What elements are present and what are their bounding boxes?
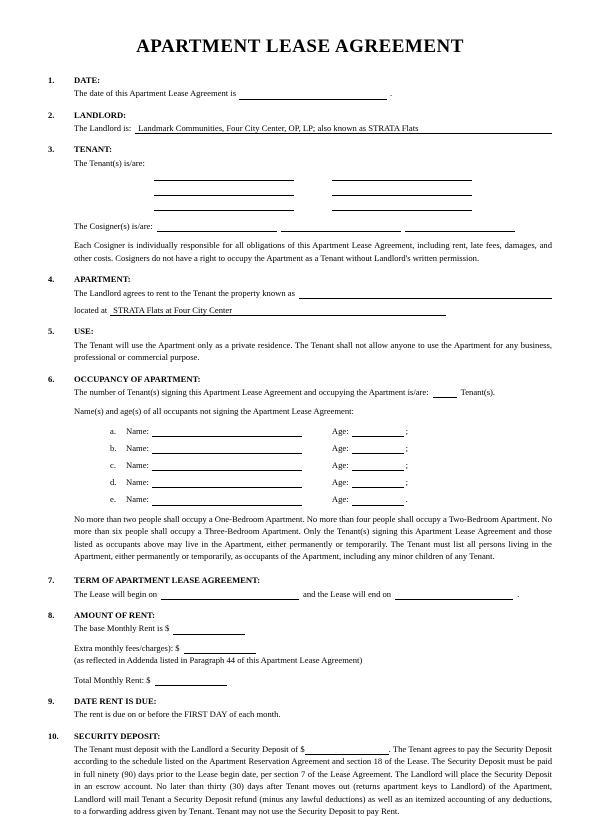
- cosigner-field[interactable]: [157, 222, 277, 232]
- cosigner-paragraph: Each Cosigner is individually responsible for all obligations of this Apartment Lease Agreement, including rent, late fees, damages, and other costs. Cosigners do not have a right to occupy the Apartment as a Tenant without Landlord's written permission.: [74, 240, 552, 263]
- cosigner-field[interactable]: [405, 222, 515, 232]
- occupant-letter: b.: [110, 442, 117, 453]
- list-item: [74, 459, 552, 471]
- clause-number: 5.: [48, 326, 55, 337]
- occupant-age-field[interactable]: [352, 496, 404, 506]
- occupant-name-label: Name:: [126, 442, 149, 453]
- occupant-age-label: Age:: [331, 442, 349, 453]
- clause-tenant: [48, 143, 552, 264]
- total-rent-field[interactable]: [155, 676, 227, 686]
- list-item: [74, 476, 552, 488]
- landlord-label: The Landlord is:: [74, 122, 132, 133]
- occupant-letter: c.: [110, 460, 116, 471]
- clause-occupancy: [48, 373, 552, 563]
- occupant-name-field[interactable]: [152, 444, 302, 454]
- occupant-letter: a.: [110, 425, 116, 436]
- list-item: [74, 493, 552, 505]
- occupant-name-label: Name:: [126, 494, 149, 505]
- cosigner-label: The Cosigner(s) is/are:: [74, 220, 153, 231]
- total-rent-label: Total Monthly Rent: $: [74, 674, 151, 685]
- tenant-label: The Tenant(s) is/are:: [74, 157, 145, 168]
- clause-date-rent-due: [48, 695, 552, 721]
- list-item: [74, 425, 552, 437]
- occupant-age-label: Age:: [331, 494, 349, 505]
- occupant-name-label: Name:: [126, 425, 149, 436]
- base-rent-field[interactable]: [173, 625, 245, 635]
- occupancy-names-label: Name(s) and age(s) of all occupants not signing the Apartment Lease Agreement:: [74, 406, 354, 417]
- clause-heading: DATE:: [74, 75, 101, 85]
- occupant-semicolon: ;: [405, 460, 409, 471]
- apartment-address-field[interactable]: STRATA Flats at Four City Center: [110, 306, 446, 316]
- clause-date: [48, 74, 552, 100]
- occupant-letter: e.: [110, 494, 116, 505]
- clause-heading: TENANT:: [74, 144, 113, 155]
- clause-text: [74, 87, 552, 99]
- tenant-row: [74, 186, 552, 196]
- occupant-semicolon: ;: [405, 477, 409, 488]
- lease-end-field[interactable]: [395, 590, 513, 600]
- clause-heading: OCCUPANCY OF APARTMENT:: [74, 373, 201, 384]
- security-deposit-body: . The Tenant agrees to pay the Security Deposit according to the schedule listed on the Apartment Reservation Agreement and section 18 of the Lease. The Security Deposit must be paid in full ninety (90) days prior to the Lease begin date, per section 7 of the Lease Agreement. The Landlord will place the Security Deposit in an escrow account. No later than thirty (30) days after Tenant moves out (returns apartment keys to Landlord) of the Apartment, Landlord will mail Tenant a Security Deposit refund (minus any lawful deductions) as well as an itemized accounting of any deductions, to a forwarding address given by Tenant. Tenant may not use the Security Deposit to pay Rent.: [74, 744, 552, 817]
- occupant-name-field[interactable]: [152, 427, 302, 437]
- occupant-age-field[interactable]: [352, 444, 404, 454]
- clause-number: 9.: [48, 696, 55, 707]
- list-item: [74, 442, 552, 454]
- extra-fees-label: Extra monthly fees/charges): $: [74, 642, 180, 653]
- clause-number: 3.: [48, 144, 55, 155]
- occupant-semicolon: .: [405, 494, 408, 505]
- tenant-name-field[interactable]: [154, 201, 294, 211]
- date-intro-text: The date of this Apartment Lease Agreement is: [74, 88, 237, 99]
- term-end-text: and the Lease will end on: [303, 588, 392, 599]
- occupant-semicolon: ;: [405, 425, 409, 436]
- clause-number: 7.: [48, 575, 55, 586]
- clause-number: 1.: [48, 75, 55, 85]
- page-title: APARTMENT LEASE AGREEMENT: [136, 36, 464, 57]
- clause-heading: USE:: [74, 326, 94, 337]
- tenant-name-field[interactable]: [332, 186, 472, 196]
- tenant-row: [74, 201, 552, 211]
- security-deposit-intro: The Tenant must deposit with the Landlord a Security Deposit of $: [74, 744, 305, 755]
- occupant-semicolon: ;: [405, 442, 409, 453]
- clause-heading: APARTMENT:: [74, 274, 131, 285]
- occupancy-paragraph: No more than two people shall occupy a One-Bedroom Apartment. No more than four people shall occupy a Two-Bedroom Apartment. No more than six people shall occupy a Three-Bedroom Apartment. Only the Tenant(s) signing this Apartment Lease Agreement and those listed as occupants above may live in the Apartment, either permanently or temporarily. The Tenant must list all persons living in the Apartment, either permanently or temporarily, as occupants of the Apartment, including any minor children of any Tenant.: [74, 513, 552, 562]
- occupant-name-field[interactable]: [152, 461, 302, 471]
- apartment-intro-text: The Landlord agrees to rent to the Tenant the property known as: [74, 287, 295, 298]
- term-begin-text: The Lease will begin on: [74, 588, 158, 599]
- security-deposit-field[interactable]: [305, 745, 389, 755]
- occupant-name-label: Name:: [126, 477, 149, 488]
- apartment-line-1: [74, 287, 552, 299]
- occupant-age-label: Age:: [331, 460, 349, 471]
- clause-term: [48, 574, 552, 600]
- clause-heading: LANDLORD:: [74, 109, 127, 120]
- clause-use: [48, 325, 552, 363]
- tenant-name-field[interactable]: [154, 186, 294, 196]
- cosigner-line: [74, 220, 552, 232]
- occupant-name-field[interactable]: [152, 478, 302, 488]
- tenant-row: [74, 171, 552, 181]
- tenant-name-field[interactable]: [332, 171, 472, 181]
- extra-fees-line: [74, 642, 552, 654]
- clause-heading: SECURITY DEPOSIT:: [74, 730, 161, 741]
- occupant-name-field[interactable]: [152, 496, 302, 506]
- lease-begin-field[interactable]: [161, 590, 299, 600]
- clause-number: 6.: [48, 373, 55, 384]
- occupancy-count-field[interactable]: [433, 388, 457, 398]
- clause-heading: AMOUNT OF RENT:: [74, 610, 156, 621]
- clause-number: 10.: [48, 730, 59, 741]
- clause-number: 4.: [48, 274, 55, 285]
- occupant-age-field[interactable]: [352, 461, 404, 471]
- term-period: .: [517, 588, 520, 599]
- landlord-value-field[interactable]: Landmark Communities, Four City Center, OP, LP; also known as STRATA Flats: [135, 124, 552, 134]
- tenant-blank-rows: [74, 171, 552, 211]
- occupancy-count-suffix: Tenant(s).: [460, 386, 496, 397]
- occupancy-count-line: [74, 386, 552, 398]
- date-blank-field[interactable]: [239, 90, 387, 100]
- occupant-age-field[interactable]: [352, 478, 404, 488]
- tenant-name-field[interactable]: [154, 171, 294, 181]
- clause-text: [74, 122, 552, 134]
- addenda-note: (as reflected in Addenda listed in Paragraph 44 of this Apartment Lease Agreement): [74, 655, 363, 666]
- clause-number: 2.: [48, 109, 55, 120]
- base-rent-line: [74, 622, 552, 634]
- use-text: The Tenant will use the Apartment only as a private residence. The Tenant shall not allow anyone to use the Apartment for any business, professional or commercial purpose.: [74, 339, 552, 363]
- occupant-list: [74, 425, 552, 506]
- term-line: [74, 588, 552, 600]
- occupant-age-label: Age:: [331, 425, 349, 436]
- cosigner-field[interactable]: [281, 222, 401, 232]
- clause-heading: TERM OF APARTMENT LEASE AGREEMENT:: [74, 575, 261, 586]
- date-rent-due-text: The rent is due on or before the FIRST DAY of each month.: [74, 709, 281, 720]
- clause-apartment: [48, 273, 552, 316]
- occupant-name-label: Name:: [126, 460, 149, 471]
- clause-heading: DATE RENT IS DUE:: [74, 696, 157, 707]
- clause-amount-of-rent: [48, 609, 552, 686]
- clause-security-deposit: [48, 730, 552, 818]
- security-deposit-text: [74, 743, 552, 818]
- apartment-line-2: [74, 304, 552, 316]
- apartment-name-field[interactable]: [299, 289, 552, 299]
- date-end-text: .: [390, 88, 393, 99]
- occupancy-count-text: The number of Tenant(s) signing this Apartment Lease Agreement and occupying the Apartment is/are:: [74, 386, 429, 397]
- occupant-letter: d.: [110, 477, 117, 488]
- tenant-name-field[interactable]: [332, 201, 472, 211]
- occupant-age-field[interactable]: [352, 427, 404, 437]
- clause-number: 8.: [48, 610, 55, 621]
- apartment-located-label: located at: [74, 304, 108, 315]
- occupant-age-label: Age:: [331, 477, 349, 488]
- extra-fees-field[interactable]: [184, 644, 256, 654]
- total-rent-line: [74, 674, 552, 686]
- clause-landlord: [48, 109, 552, 135]
- base-rent-label: The base Monthly Rent is $: [74, 623, 170, 634]
